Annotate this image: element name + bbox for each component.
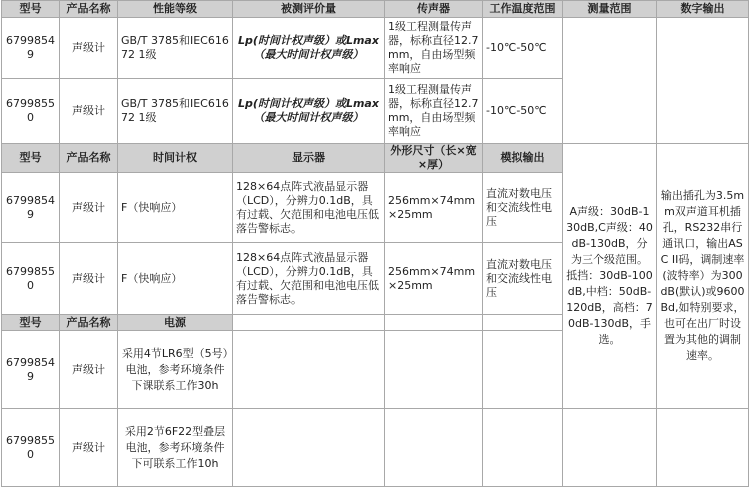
header-row-2	[2, 144, 749, 173]
model-cell: 67998550	[2, 409, 60, 487]
table-row	[2, 409, 749, 487]
weighting-cell: F（快响应）	[118, 243, 233, 315]
col-header-range: 测量范围	[563, 1, 657, 18]
empty-cell	[483, 331, 563, 409]
digital-output-cell: 输出插孔为3.5mm双声道耳机插孔，RS232串行通讯口，输出ASC II码，调制速率(波特率）为300dB(默认)或9600Bd,如特别要求，也可在出厂时设置为其他的调制速率。	[657, 144, 749, 409]
mic-cell: 1级工程测量传声器，标称直径12.7mm，自由场型频率响应	[385, 79, 483, 144]
col-header-name: 产品名称	[60, 315, 118, 331]
model-cell: 67998549	[2, 173, 60, 243]
display-cell: 128×64点阵式液晶显示器（LCD），分辨力0.1dB，具有过载、欠范围和电池电压低落告警标志。	[233, 243, 385, 315]
col-header-display: 显示器	[233, 144, 385, 173]
model-cell: 67998549	[2, 331, 60, 409]
temp-cell: -10℃-50℃	[483, 18, 563, 79]
col-header-grade: 性能等级	[118, 1, 233, 18]
spec-table	[1, 0, 749, 487]
col-header-model: 型号	[2, 144, 60, 173]
name-cell: 声级计	[60, 243, 118, 315]
mic-cell: 1级工程测量传声器，标称直径12.7mm，自由场型频率响应	[385, 18, 483, 79]
model-cell: 67998550	[2, 79, 60, 144]
power-cell: 采用4节LR6型（5号）电池，参考环境条件下课联系工作30h	[118, 331, 233, 409]
model-cell: 67998549	[2, 18, 60, 79]
empty-cell	[385, 409, 483, 487]
col-header-power: 电源	[118, 315, 233, 331]
col-header-analog: 模拟输出	[483, 144, 563, 173]
digital-blank-cell	[657, 18, 749, 144]
empty-cell	[657, 409, 749, 487]
header-row-1	[2, 1, 749, 18]
size-cell: 256mm×74mm×25mm	[385, 173, 483, 243]
temp-cell: -10℃-50℃	[483, 79, 563, 144]
analog-cell: 直流对数电压和交流线性电压	[483, 243, 563, 315]
col-header-model: 型号	[2, 1, 60, 18]
weighting-cell: F（快响应）	[118, 173, 233, 243]
col-header-name: 产品名称	[60, 1, 118, 18]
empty-cell	[233, 409, 385, 487]
name-cell: 声级计	[60, 79, 118, 144]
col-header-weighting: 时间计权	[118, 144, 233, 173]
col-header-mic: 传声器	[385, 1, 483, 18]
col-header-temp: 工作温度范围	[483, 1, 563, 18]
empty-cell	[385, 331, 483, 409]
name-cell: 声级计	[60, 331, 118, 409]
col-header-model: 型号	[2, 315, 60, 331]
measured-cell: Lp(时间计权声级）或Lmax（最大时间计权声级）	[233, 79, 385, 144]
col-header-measured: 被测评价量	[233, 1, 385, 18]
range-blank-cell	[563, 18, 657, 144]
col-header-digital: 数字输出	[657, 1, 749, 18]
grade-cell: GB/T 3785和IEC61672 1级	[118, 79, 233, 144]
empty-cell	[563, 409, 657, 487]
analog-cell: 直流对数电压和交流线性电压	[483, 173, 563, 243]
col-header-size: 外形尺寸（长×宽×厚）	[385, 144, 483, 173]
grade-cell: GB/T 3785和IEC61672 1级	[118, 18, 233, 79]
measured-cell: Lp(时间计权声级）或Lmax（最大时间计权声级）	[233, 18, 385, 79]
empty-cell	[483, 315, 563, 331]
empty-cell	[233, 315, 385, 331]
col-header-name: 产品名称	[60, 144, 118, 173]
empty-cell	[385, 315, 483, 331]
name-cell: 声级计	[60, 18, 118, 79]
display-cell: 128×64点阵式液晶显示器（LCD），分辨力0.1dB，具有过载、欠范围和电池电压低落告警标志。	[233, 173, 385, 243]
model-cell: 67998550	[2, 243, 60, 315]
measurement-range-cell: A声级：30dB-130dB,C声级：40dB-130dB，分为三个级范围。抵挡：30dB-100dB,中档：50dB-120dB，高档：70dB-130dB，手选。	[563, 144, 657, 409]
size-cell: 256mm×74mm×25mm	[385, 243, 483, 315]
name-cell: 声级计	[60, 409, 118, 487]
power-cell: 采用2节6F22型叠层电池，参考环境条件下可联系工作10h	[118, 409, 233, 487]
table-row	[2, 18, 749, 79]
empty-cell	[483, 409, 563, 487]
empty-cell	[233, 331, 385, 409]
name-cell: 声级计	[60, 173, 118, 243]
